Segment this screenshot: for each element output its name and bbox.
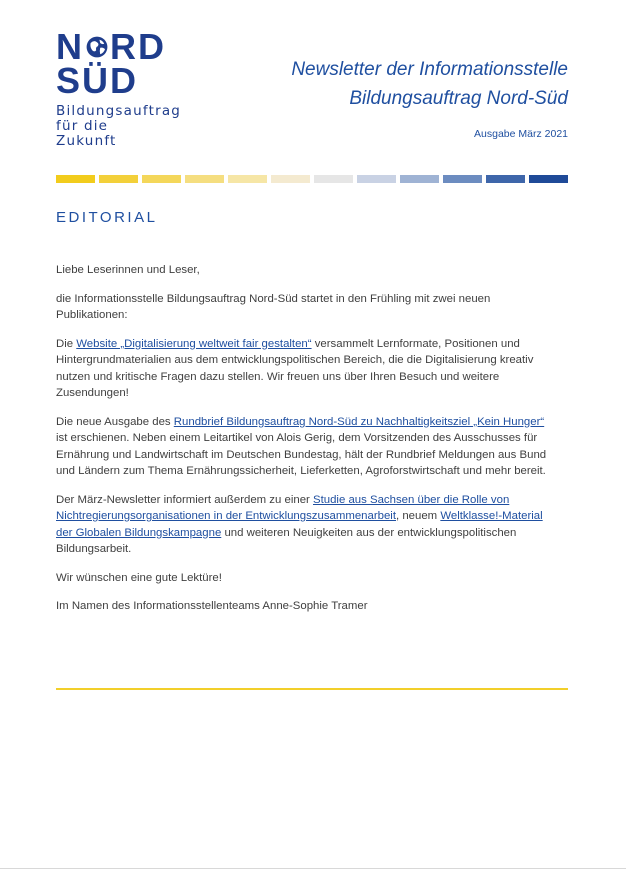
newsletter-title-line2: Bildungsauftrag Nord-Süd: [349, 88, 568, 109]
text-span: Die: [56, 337, 77, 350]
newsletter-title: [291, 55, 568, 113]
link-studie-sachsen[interactable]: Studie aus Sachsen über die Rolle von Nichtregierungsorganisationen in der Entwicklungszusammenarbeit: [56, 493, 510, 522]
text-span: Der März-Newsletter informiert außerdem zu einer: [56, 493, 313, 506]
paragraph-wish: Wir wünschen eine gute Lektüre!: [56, 571, 222, 584]
yellow-divider: [56, 688, 568, 690]
stripe-segment: [400, 175, 439, 183]
signature: Im Namen des Informationsstellenteams Anne-Sophie Tramer: [56, 600, 368, 612]
stripe-segment: [357, 175, 396, 183]
logo-word-nord: [56, 26, 166, 67]
paragraph-website: [56, 336, 556, 402]
stripe-segment: [314, 175, 353, 183]
link-website-digitalisierung[interactable]: Website „Digitalisierung weltweit fair gestalten“: [76, 337, 312, 350]
stripe-segment: [99, 175, 138, 183]
editorial-body: [56, 262, 556, 627]
link-weltklasse[interactable]: Weltklasse!-Material der Globalen Bildungskampagne: [56, 510, 543, 539]
section-title: EDITORIAL: [56, 209, 158, 226]
text-span: versammelt Lernformate, Positionen und Hintergrundmaterialien aus dem entwicklungspolitischen Bereich, die die Digitalisierung kreativ nutzen und kritische Fragen dazu stellen. Wir freuen uns über Ihren Besuch und weitere Zusendungen!: [56, 337, 534, 399]
greeting: Liebe Leserinnen und Leser,: [56, 264, 200, 276]
paragraph-newsletter: [56, 492, 556, 558]
stripe-segment: [142, 175, 181, 183]
text-span: und weiteren Neuigkeiten aus der entwicklungspolitischen Bildungsarbeit.: [56, 526, 517, 555]
text-span: ist erschienen. Neben einem Leitartikel von Alois Gerig, dem Vorsitzenden des Ausschusses für Ernährung und Landwirtschaft im Deutschen Bundestag, hält der Rundbrief Meldungen aus Bund und Ländern zum Thema Ernährungssicherheit, Lieferketten, Agroforstwirtschaft und mehr bereit.: [56, 432, 547, 477]
text-span: Die neue Ausgabe des: [56, 415, 174, 428]
logo: [56, 26, 182, 149]
stripe-segment: [443, 175, 482, 183]
text-span: , neuem: [396, 510, 441, 522]
link-rundbrief[interactable]: Rundbrief Bildungsauftrag Nord-Süd zu Nachhaltigkeitsziel „Kein Hunger“: [173, 415, 545, 428]
color-stripe: [56, 175, 568, 183]
stripe-segment: [185, 175, 224, 183]
logo-letter-n: N: [56, 26, 84, 67]
logo-tagline-line2: für die Zukunft: [56, 118, 117, 149]
globe-icon: [85, 32, 109, 62]
stripe-segment: [486, 175, 525, 183]
logo-tagline: [56, 103, 182, 149]
newsletter-title-line1: Newsletter der Informationsstelle: [291, 59, 568, 80]
bottom-divider: [0, 868, 626, 869]
logo-tagline-line1: Bildungsauftrag: [56, 103, 182, 119]
logo-word-sued: SÜD: [56, 60, 139, 101]
paragraph-intro: die Informationsstelle Bildungsauftrag Nord-Süd startet in den Frühling mit zwei neuen Publikationen:: [56, 292, 491, 321]
stripe-segment: [56, 175, 95, 183]
logo-letters-rd: RD: [110, 26, 166, 67]
stripe-segment: [529, 175, 568, 183]
stripe-segment: [271, 175, 310, 183]
paragraph-rundbrief: [56, 414, 556, 480]
stripe-segment: [228, 175, 267, 183]
issue-date: Ausgabe März 2021: [474, 128, 568, 140]
